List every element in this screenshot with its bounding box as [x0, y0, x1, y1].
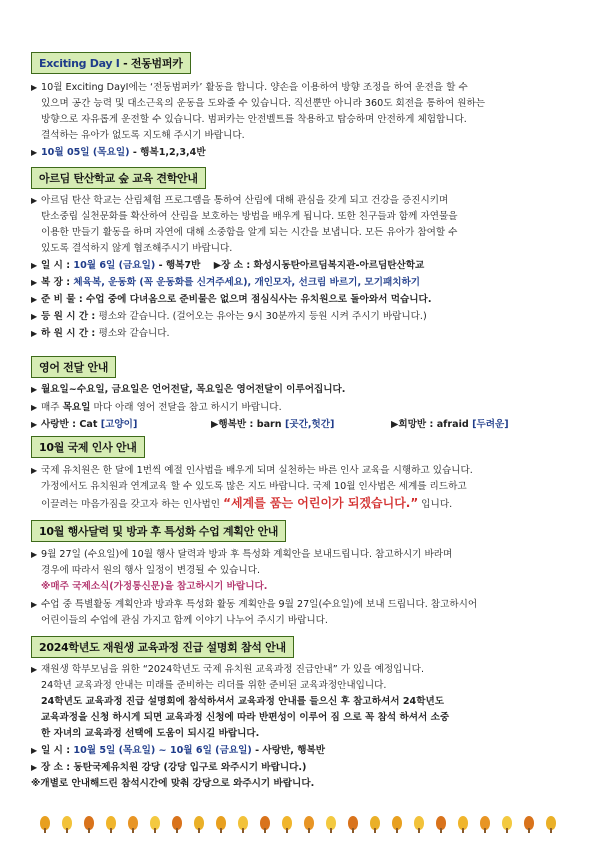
paragraph: ▶ 9월 27일 (수요일)에 10월 행사 달력과 방과 후 특성화 계획안을 보내드립니다. 참고하시기 바라며 경우에 따라서 원의 행사 일정이 변경될 수 있습니다. [31, 549, 453, 576]
english-words [31, 417, 571, 433]
section-header: 2024학년도 재원생 교육과정 진급 설명회 참석 안내 [31, 636, 294, 658]
paragraph: ▶ 수업 중 특별활동 계획안과 방과후 특성화 활동 계획안을 9월 27일(수요일)에 보내 드립니다. 참고하시어 어린이들의 수업에 관심 가지고 함께 이야기 나누어 주시기 바랍니다. [31, 599, 478, 626]
trip-date-place: ▶ 일 시 : 10월 6일 (금요일) - 행복7반 ▶장 소 : 화성시동탄아르딤복지관-아르딤탄산학교 [31, 258, 571, 274]
leaf-icon [84, 816, 94, 830]
section-header: Exciting Day Ⅰ - 전동범퍼카 [31, 52, 191, 74]
section-greeting [31, 436, 571, 513]
event-date: ▶ 10월 05일 (목요일) - 행복1,2,3,4반 [31, 145, 571, 161]
bullet-icon: ▶ [31, 329, 38, 338]
note: ※매주 국제소식(가정통신문)을 참고하시기 바랍니다. [41, 581, 268, 592]
class-word: ▶희망반 : afraid [두려운] [391, 419, 509, 430]
bullet-icon: ▶ [31, 295, 38, 304]
section-header: 아르딤 탄산학교 숲 교육 견학안내 [31, 167, 206, 189]
section-orientation [31, 636, 571, 792]
bullet-icon: ▶ [31, 196, 38, 205]
bullet-icon: ▶ [31, 763, 38, 772]
leaf-icon [524, 816, 534, 830]
leaf-icon [546, 816, 556, 830]
paragraph: ▶ 국제 유치원은 한 달에 1번씩 예절 인사법을 배우게 되며 실천하는 바른 인사 교육을 시행하고 있습니다. 가정에서도 유치원과 연계교육 할 수 있도록 많은 지도 바랍니다. 국제 10월 인사법은 세계를 리드하고 이끌려는 마음가짐을 갖고자 하는 인사법인 “세계를 품는 어린이가 되겠습니다.” 입니다. [31, 465, 473, 510]
bullet-icon: ▶ [31, 403, 38, 412]
leaf-icon [150, 816, 160, 830]
leaf-icon [370, 816, 380, 830]
bullet-icon: ▶ [213, 260, 222, 271]
leaf-icon [326, 816, 336, 830]
note: ※개별로 안내해드린 참석시간에 맞춰 강당으로 와주시기 바랍니다. [31, 778, 315, 789]
leaf-icon [414, 816, 424, 830]
leaf-icon [436, 816, 446, 830]
section-header: 10월 행사달력 및 방과 후 특성화 수업 계획안 안내 [31, 520, 286, 542]
bullet-icon: ▶ [31, 466, 38, 475]
orientation-date: ▶ 일 시 : 10월 5일 (목요일) ~ 10월 6일 (금요일) - 사랑반, 행복반 [31, 743, 571, 759]
leaf-icon [502, 816, 512, 830]
section-header: 영어 전달 안내 [31, 356, 116, 378]
paragraph: ▶ 매주 목요일 마다 아래 영어 전달을 참고 하시기 바랍니다. [31, 400, 571, 416]
leaf-icon [194, 816, 204, 830]
bullet-icon: ▶ [211, 419, 219, 430]
leaf-icon [348, 816, 358, 830]
paragraph: ▶ 재원생 학부모님을 위한 “2024학년도 국제 유치원 교육과정 진급안내” 가 있을 예정입니다. 24학년 교육과정 안내는 미래를 준비하는 리더를 위한 준비된 교육과정안내입니다. 24학년도 교육과정 진급 설명회에 참석하셔서 교육과정 안내를 들으신 후 참고하셔서 24학년도 교육과정을 신청 하시게 되면 교육과정 신청에 따라 반편성이 이루어 짐 으로 꼭 참석 하셔서 소중 한 자녀의 교육과정 선택에 도움이 되시길 바랍니다. [31, 664, 450, 739]
leaf-icon [458, 816, 468, 830]
leaf-icon [172, 816, 182, 830]
leaf-icon [216, 816, 226, 830]
class-word: 사랑반 : Cat [고양이] [41, 419, 138, 430]
bullet-icon: ▶ [31, 600, 38, 609]
section-exciting-day [31, 52, 571, 161]
bullet-icon: ▶ [31, 550, 38, 559]
leaf-icon [40, 816, 50, 830]
leaf-icon [128, 816, 138, 830]
leaf-icon [62, 816, 72, 830]
autumn-leaves-decoration [40, 812, 560, 836]
bullet-icon: ▶ [31, 385, 38, 394]
bullet-icon: ▶ [31, 148, 38, 157]
bullet-icon: ▶ [31, 665, 38, 674]
leaf-icon [238, 816, 248, 830]
trip-departure-time: ▶ 하 원 시 간 : 평소와 같습니다. [31, 326, 571, 342]
bullet-icon: ▶ [31, 83, 38, 92]
bullet-icon: ▶ [31, 420, 38, 429]
orientation-place: ▶ 장 소 : 동탄국제유치원 강당 (강당 입구로 와주시기 바랍니다.) [31, 760, 571, 776]
trip-arrival-time: ▶ 등 원 시 간 : 평소와 같습니다. (걸어오는 유아는 9시 30분까지 등원 시켜 주시기 바랍니다.) [31, 309, 571, 325]
leaf-icon [392, 816, 402, 830]
paragraph: ▶ 10월 Exciting DayⅠ에는 ‘전동범퍼카’ 활동을 합니다. 양손을 이용하여 방향 조정을 하여 운전을 할 수 있으며 공간 능력 및 대소근육의 운동을 도와줄 수 있습니다. 직선뿐만 아니라 360도 회전을 통하여 원하는 방향으로 자유롭게 운전할 수 있습니다. 범퍼카는 안전벨트를 착용하고 탑승하며 안전하게 체험합니다. 결석하는 유아가 없도록 지도해 주시기 바랍니다. [31, 82, 486, 141]
bullet-icon: ▶ [391, 419, 399, 430]
paragraph: ▶ 월요일~수요일, 금요일은 언어전달, 목요일은 영어전달이 이루어집니다. [31, 382, 571, 398]
trip-dress: ▶ 복 장 : 체육복, 운동화 (꼭 운동화를 신겨주세요), 개인모자, 선크림 바르기, 모기패치하기 [31, 275, 571, 291]
trip-supplies: ▶ 준 비 물 : 수업 중에 다녀옴으로 준비물은 없으며 점심식사는 유치원으로 돌아와서 먹습니다. [31, 292, 571, 308]
leaf-icon [282, 816, 292, 830]
class-word: ▶행복반 : barn [곳간,헛간] [211, 419, 335, 430]
section-calendar [31, 520, 571, 629]
section-forest-field-trip [31, 167, 571, 342]
leaf-icon [480, 816, 490, 830]
bullet-icon: ▶ [31, 261, 38, 270]
bullet-icon: ▶ [31, 278, 38, 287]
bullet-icon: ▶ [31, 312, 38, 321]
section-header: 10월 국제 인사 안내 [31, 436, 145, 458]
leaf-icon [304, 816, 314, 830]
greeting-phrase: “세계를 품는 어린이가 되겠습니다.” [223, 496, 419, 510]
bullet-icon: ▶ [31, 746, 38, 755]
paragraph: ▶ 아르딤 탄산 학교는 산림체험 프로그램을 통하여 산림에 대해 관심을 갖게 되고 건강을 증진시키며 탄소중립 실천문화를 확산하여 산림을 보호하는 방법을 배우게 됩니다. 또한 친구들과 함께 자연물을 이용한 만들기 활동을 하며 자연에 대해 소중함을 알게 되는 시간을 보냅니다. 모든 유아가 참여할 수 있도록 결석하지 않게 협조해주시기 바랍니다. [31, 195, 458, 254]
leaf-icon [106, 816, 116, 830]
section-english [31, 356, 571, 433]
leaf-icon [260, 816, 270, 830]
